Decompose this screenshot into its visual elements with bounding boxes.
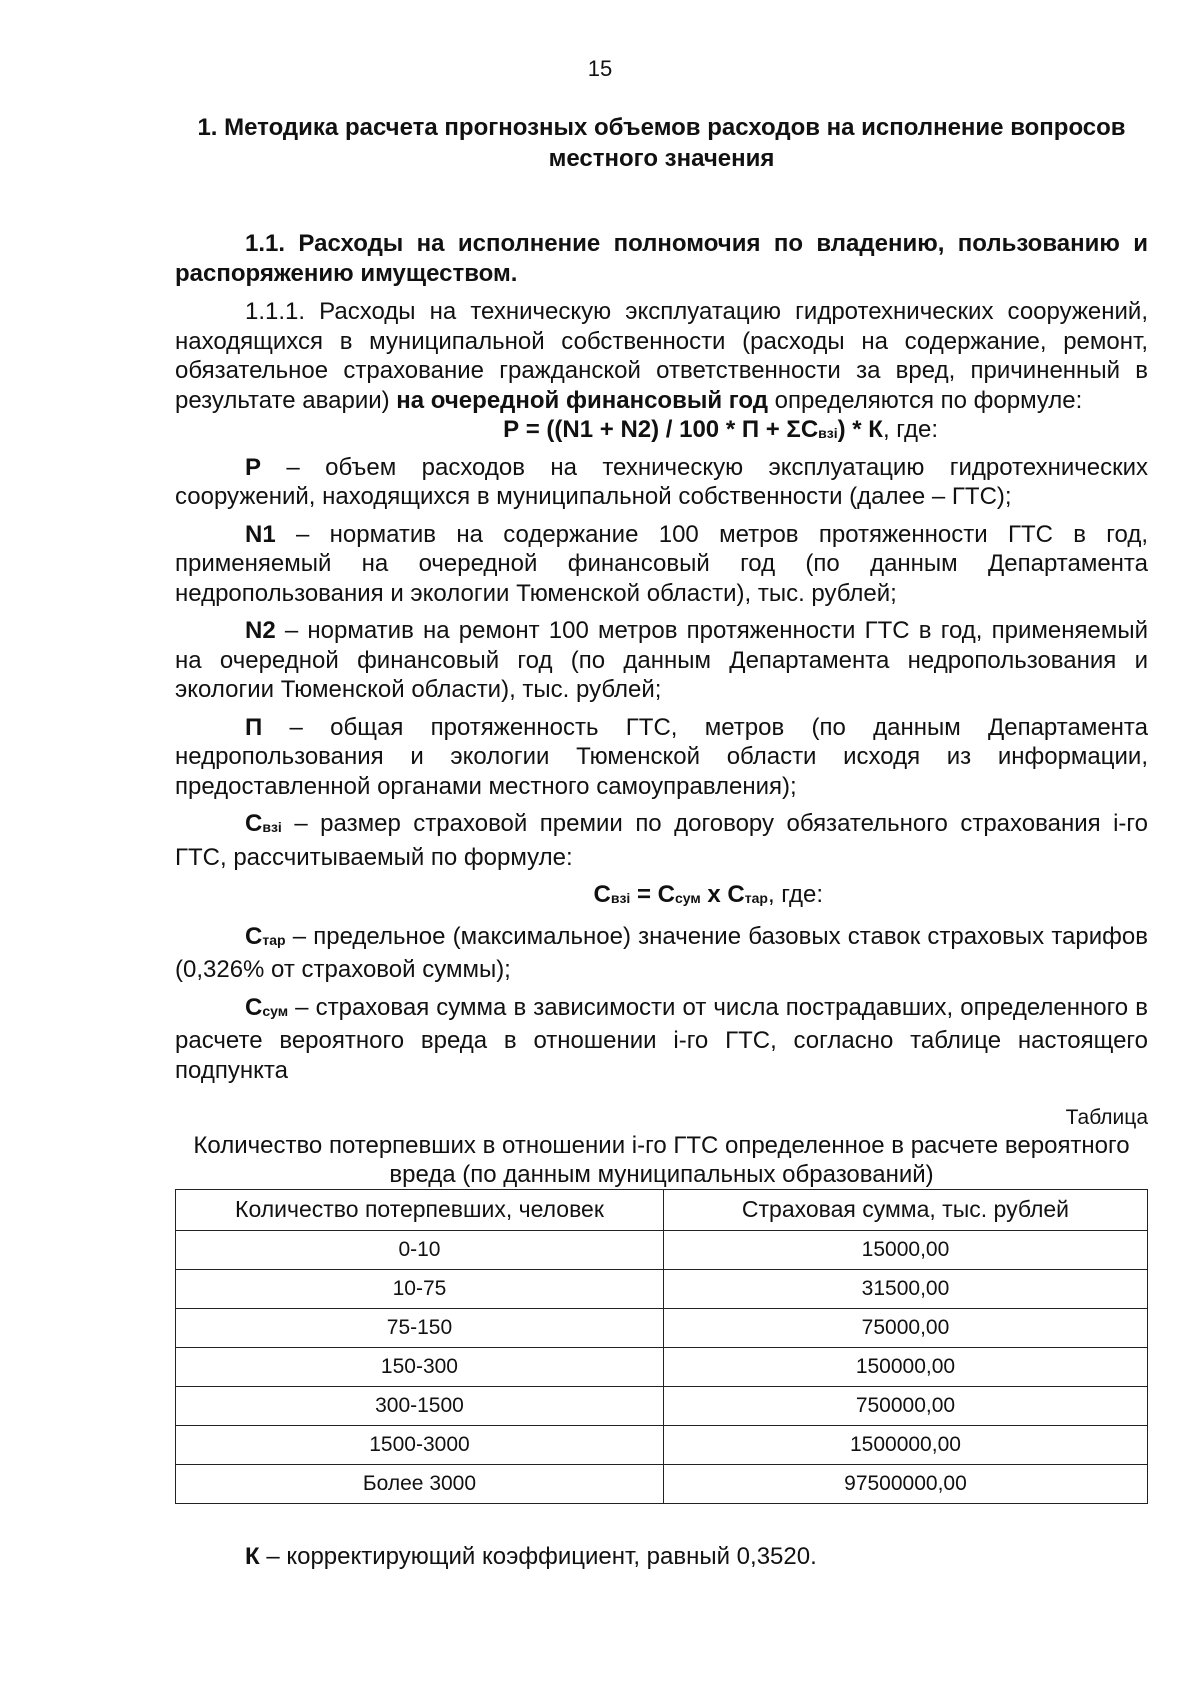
table-header-row — [176, 1190, 1148, 1231]
definition-ctar — [175, 922, 1148, 985]
section-heading: 1.1. Расходы на исполнение полномочия по владению, пользованию и распоряжению имуществом. — [175, 230, 1148, 287]
definition-csum — [175, 993, 1148, 1086]
definition-csum-text: – страховая сумма в зависимости от числа пострадавших, определенного в расчете вероятного вреда в отношении i-го ГТС, согласно таблице настоящего подпункта — [175, 993, 1148, 1084]
table-caption: Количество потерпевших в отношении i-го ГТС определенное в расчете вероятного вреда (по данным муниципальных образований) — [193, 1132, 1130, 1188]
definition-k — [175, 1542, 1148, 1572]
definition-cvz-sub: взi — [262, 819, 282, 835]
definition-n1 — [175, 520, 1148, 609]
definition-cvz-text: – размер страховой премии по договору обязательного страхования i-го ГТС, рассчитываемый по формуле: — [175, 810, 1148, 871]
document-body — [175, 112, 1148, 1572]
formula-p-suffix: , где: — [882, 416, 938, 443]
table-cell-sum: 150000,00 — [663, 1348, 1147, 1387]
definition-n2 — [175, 616, 1148, 705]
table-cell-victims: Более 3000 — [176, 1465, 664, 1504]
definition-csum-term: С — [245, 993, 263, 1021]
formula-cvz-a: С — [593, 881, 611, 908]
formula-cvz-b-sub: сум — [675, 890, 701, 906]
table-cell-sum: 1500000,00 — [663, 1426, 1147, 1465]
table-cell-sum: 31500,00 — [663, 1270, 1147, 1309]
formula-p-main: Р = ((N1 + N2) / 100 * П + ΣС — [503, 416, 819, 443]
formula-p-sub: взi — [818, 425, 838, 441]
definition-pi-term: П — [245, 713, 263, 741]
table-header-sum: Страховая сумма, тыс. рублей — [663, 1190, 1147, 1231]
intro-paragraph — [175, 297, 1148, 415]
definition-p — [175, 453, 1148, 512]
table-cell-victims: 0-10 — [176, 1231, 664, 1270]
definition-cvz-term: С — [245, 810, 263, 837]
page-title: 1. Методика расчета прогнозных объемов расходов на исполнение вопросов местного значения — [197, 114, 1126, 172]
definition-pi-text: – общая протяженность ГТС, метров (по данным Департамента недропользования и экологии Тюменской области исходя из информации, предоставленной органами местного самоуправления); — [175, 713, 1148, 800]
page-number: 15 — [587, 56, 613, 81]
definition-k-text: – корректирующий коэффициент, равный 0,3520. — [259, 1543, 817, 1570]
formula-cvz-x: х С — [700, 881, 745, 908]
table-cell-victims: 150-300 — [176, 1348, 664, 1387]
intro-text: 1.1.1. Расходы на техническую эксплуатацию гидротехнических сооружений, находящихся в муниципальной собственности (расходы на содержание, ремонт, обязательное страхование гражданской ответственности за вред, причиненный в результате аварии) — [175, 298, 1148, 414]
table-cell-victims: 300-1500 — [176, 1387, 664, 1426]
definition-ctar-text: – предельное (максимальное) значение базовых ставок страховых тарифов (0,326% от страховой суммы); — [175, 922, 1148, 983]
table-cell-sum: 750000,00 — [663, 1387, 1147, 1426]
table-cell-sum: 97500000,00 — [663, 1465, 1147, 1504]
table-row — [176, 1309, 1148, 1348]
definition-n1-text: – норматив на содержание 100 метров протяженности ГТС в год, применяемый на очередной финансовый год (по данным Департамента недропользования и экологии Тюменской области), тыс. рублей; — [175, 520, 1148, 607]
definition-ctar-term: С — [245, 922, 263, 950]
definition-n1-term: N1 — [245, 520, 276, 548]
table-cell-victims: 75-150 — [176, 1309, 664, 1348]
table-row — [176, 1426, 1148, 1465]
intro-bold-text: на очередной финансовый год — [396, 386, 769, 414]
table-cell-victims: 10-75 — [176, 1270, 664, 1309]
formula-p-close: ) * К — [837, 416, 883, 443]
table-row — [176, 1270, 1148, 1309]
table-row — [176, 1231, 1148, 1270]
definition-csum-sub: сум — [262, 1002, 289, 1019]
formula-p — [175, 415, 1148, 449]
table-header-victims: Количество потерпевших, человек — [176, 1190, 664, 1231]
formula-cvz-a-sub: взi — [610, 890, 631, 906]
definition-pi — [175, 713, 1148, 802]
definition-p-text: – объем расходов на техническую эксплуатацию гидротехнических сооружений, находящихся в муниципальной собственности (далее – ГТС); — [175, 453, 1148, 510]
formula-cvz-c-sub: тар — [744, 890, 768, 906]
formula-cvz-suffix: , где: — [767, 881, 823, 908]
formula-cvz — [175, 880, 1148, 914]
table-cell-victims: 1500-3000 — [176, 1426, 664, 1465]
definition-ctar-sub: тар — [262, 931, 286, 948]
definition-p-term: Р — [245, 453, 262, 481]
table-cell-sum: 75000,00 — [663, 1309, 1147, 1348]
definition-cvz — [175, 809, 1148, 872]
intro-end-text: определяются по формуле: — [768, 386, 1083, 414]
table-row — [176, 1387, 1148, 1426]
definition-k-term: К — [245, 1543, 260, 1570]
formula-cvz-eq: = С — [630, 881, 675, 908]
table-label: Таблица — [1065, 1106, 1148, 1129]
table-row — [176, 1465, 1148, 1504]
table-row — [176, 1348, 1148, 1387]
table-cell-sum: 15000,00 — [663, 1231, 1147, 1270]
definition-n2-term: N2 — [245, 617, 276, 644]
definition-n2-text: – норматив на ремонт 100 метров протяженности ГТС в год, применяемый на очередной финансовый год (по данным Департамента недропользования и экологии Тюменской области), тыс. рублей; — [175, 617, 1148, 703]
insurance-table — [175, 1189, 1148, 1504]
